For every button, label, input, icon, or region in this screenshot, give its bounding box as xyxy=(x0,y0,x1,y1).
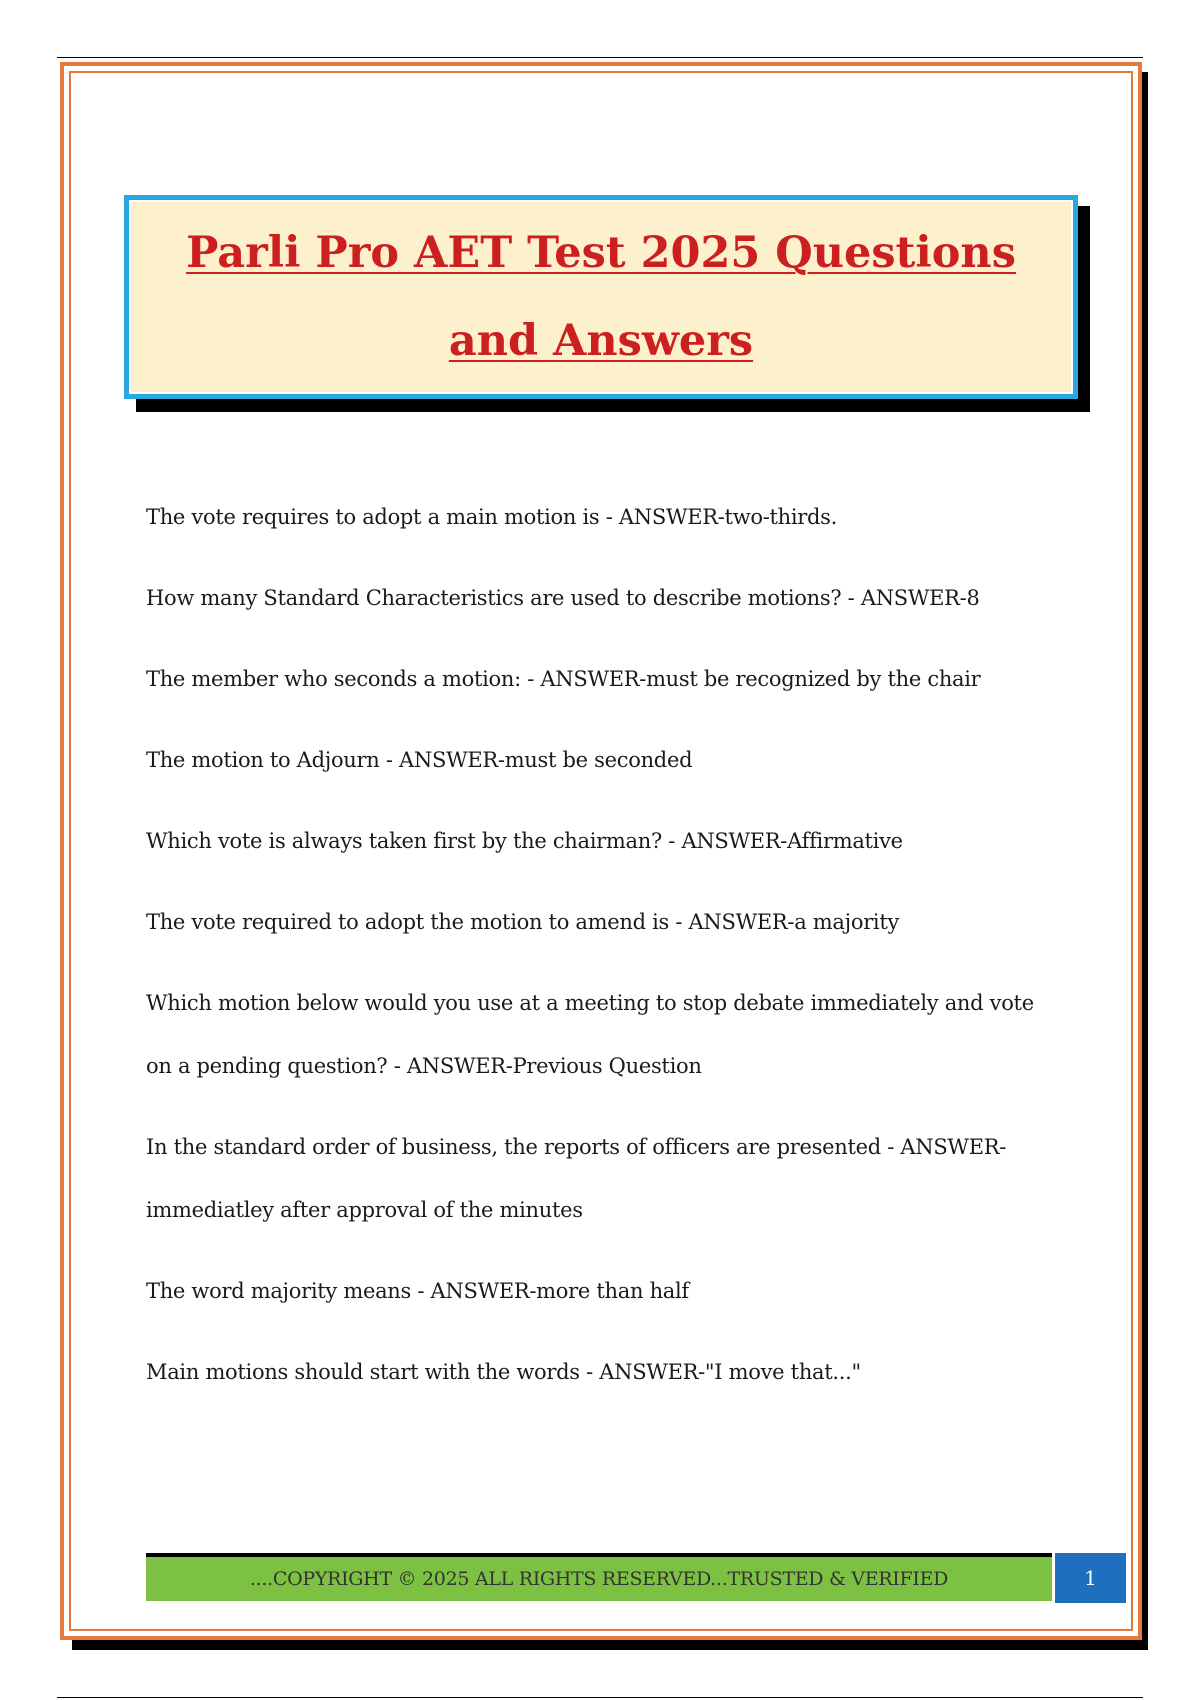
qa-item: The motion to Adjourn - ANSWER-must be seconded xyxy=(146,748,693,772)
qa-item: Which vote is always taken first by the chairman? - ANSWER-Affirmative xyxy=(146,829,903,853)
document-title: Parli Pro AET Test 2025 Questions and Answers xyxy=(186,228,1016,366)
title-box-inner xyxy=(129,200,1073,394)
qa-list xyxy=(146,486,1046,1422)
footer-bar xyxy=(146,1557,1052,1601)
page-number-box xyxy=(1055,1553,1126,1603)
title-box xyxy=(124,195,1078,399)
qa-item: The vote requires to adopt a main motion is - ANSWER-two-thirds. xyxy=(146,505,838,529)
qa-item: The word majority means - ANSWER-more than half xyxy=(146,1279,689,1303)
bottom-rule xyxy=(57,1697,1143,1698)
qa-item: How many Standard Characteristics are used to describe motions? - ANSWER-8 xyxy=(146,586,980,610)
top-rule xyxy=(57,57,1143,58)
qa-item: The member who seconds a motion: - ANSWER-must be recognized by the chair xyxy=(146,667,981,691)
copyright-text: ....COPYRIGHT © 2025 ALL RIGHTS RESERVED...TRUSTED & VERIFIED xyxy=(249,1568,949,1590)
qa-item: Which motion below would you use at a meeting to stop debate immediately and vote on a pending question? - ANSWER-Previous Question xyxy=(146,991,1034,1078)
page-number: 1 xyxy=(1084,1566,1097,1590)
qa-item: Main motions should start with the words - ANSWER-"I move that..." xyxy=(146,1360,861,1384)
qa-item: In the standard order of business, the reports of officers are presented - ANSWER-immediatley after approval of the minutes xyxy=(146,1135,1007,1222)
qa-item: The vote required to adopt the motion to amend is - ANSWER-a majority xyxy=(146,910,900,934)
